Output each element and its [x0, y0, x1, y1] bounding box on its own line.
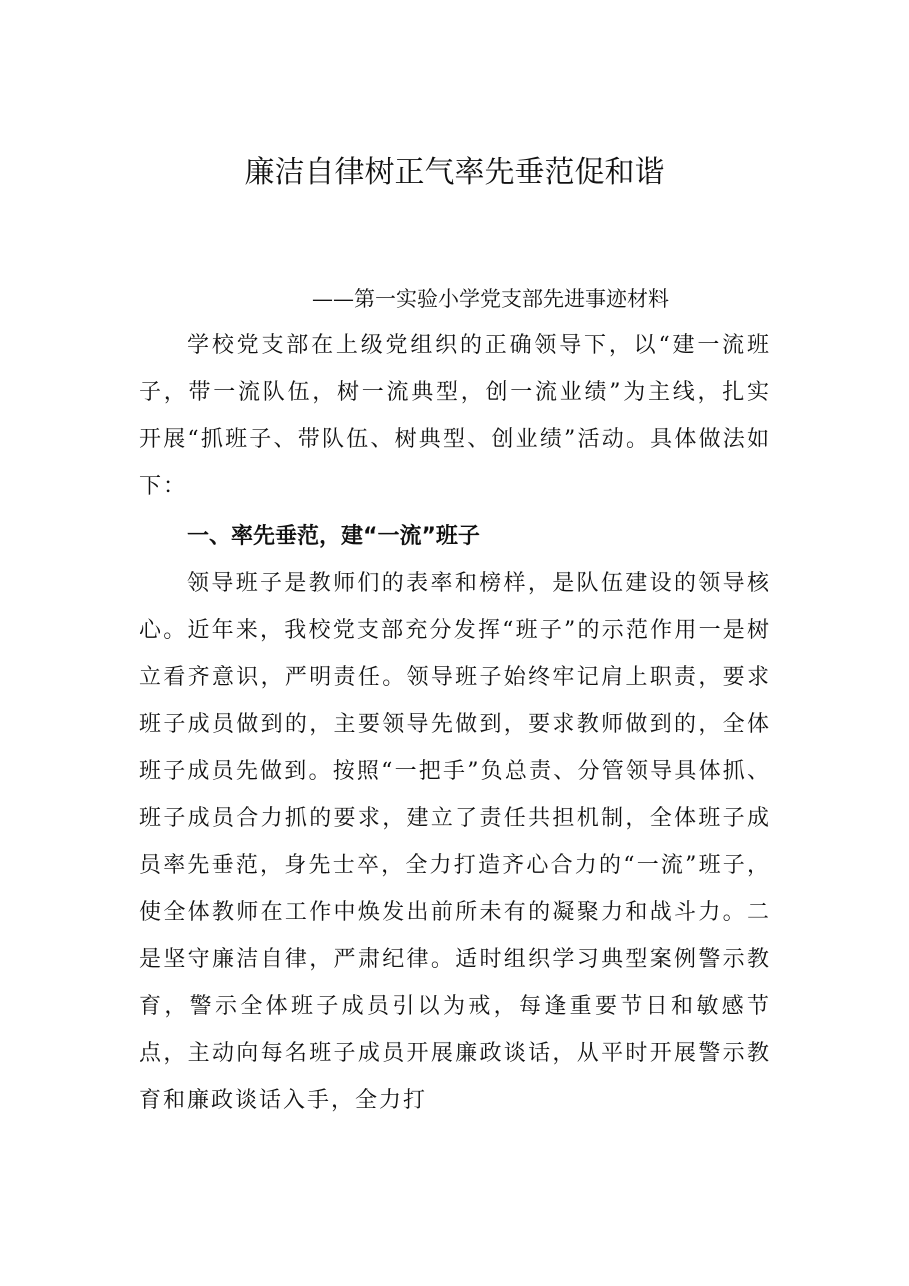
document-title: 廉洁自律树正气率先垂范促和谐 [244, 155, 665, 190]
intro-paragraph: 学校党支部在上级党组织的正确领导下，以“建一流班子，带一流队伍，树一流典型，创一流业绩”为主线，扎实开展“抓班子、带队伍、树典型、创业绩”活动。具体做法如下： [139, 333, 771, 499]
document-subtitle: ——第一实验小学党支部先进事迹材料 [312, 287, 669, 311]
section-1-heading: 一、率先垂范，建“一流”班子 [187, 524, 480, 549]
section-1-paragraph: 领导班子是教师们的表率和榜样，是队伍建设的领导核心。近年来，我校党支部充分发挥“班子”的示范作用一是树立看齐意识，严明责任。领导班子始终牢记肩上职责，要求班子成员做到的，主要领导先做到，要求教师做到的，全体班子成员先做到。按照“一把手”负总责、分管领导具体抓、班子成员合力抓的要求，建立了责任共担机制，全体班子成员率先垂范，身先士卒，全力打造齐心合力的“一流”班子，使全体教师在工作中焕发出前所未有的凝聚力和战斗力。二是坚守廉洁自律，严肃纪律。适时组织学习典型案例警示教育，警示全体班子成员引以为戒，每逢重要节日和敏感节点，主动向每名班子成员开展廉政谈话，从平时开展警示教育和廉政谈话入手，全力打 [139, 571, 771, 1113]
